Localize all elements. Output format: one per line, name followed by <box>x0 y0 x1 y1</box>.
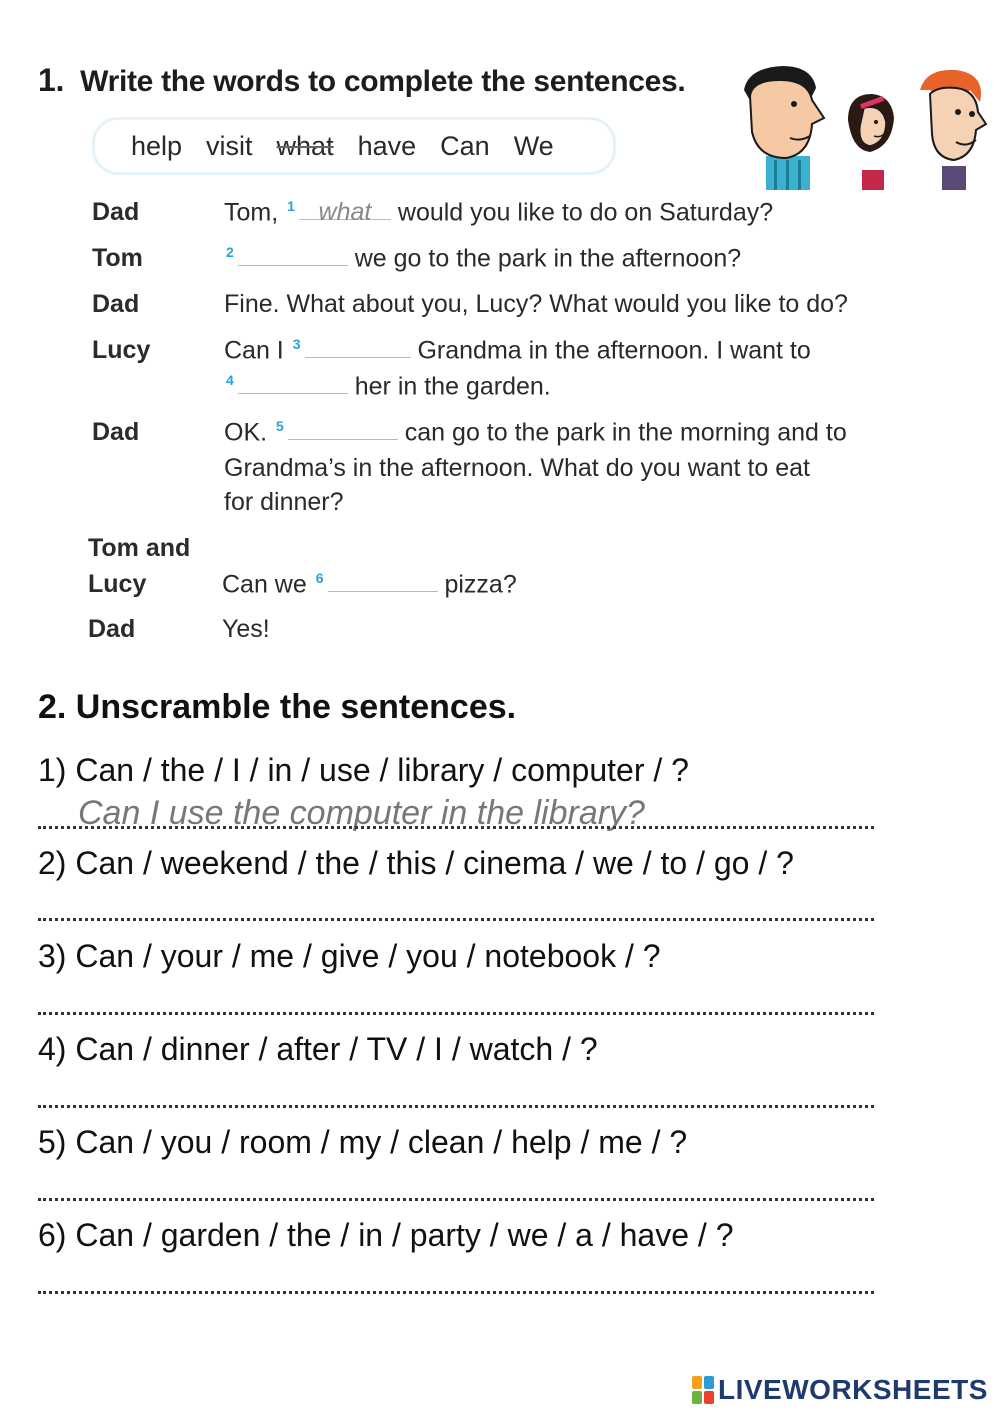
speaker-tom: Tom <box>92 244 143 272</box>
answer-line-4 <box>38 1105 874 1108</box>
boy-illustration <box>920 70 986 190</box>
liveworksheets-mark-icon <box>692 1376 714 1404</box>
scrambled-sentence-4: 4) Can / dinner / after / TV / I / watch / ? <box>38 1031 598 1067</box>
exercise-2-heading: 2. Unscramble the sentences. <box>38 688 517 726</box>
line-text: we go to the park in the afternoon? <box>354 244 742 273</box>
characters-illustration <box>730 60 990 190</box>
blank-number: 6 <box>315 570 324 586</box>
answer-blank-1[interactable]: what <box>299 198 391 220</box>
dialogue-line-3: Fine. What about you, Lucy? What would you like to do? <box>224 290 848 318</box>
logo-text: LIVEWORKSHEETS <box>718 1374 988 1405</box>
line-text: Can we <box>222 570 307 599</box>
scrambled-sentence-5: 5) Can / you / room / my / clean / help / me / ? <box>38 1124 688 1160</box>
scrambled-sentence-2: 2) Can / weekend / the / this / cinema / we / to / go / ? <box>38 845 794 881</box>
speaker-lucy: Lucy <box>92 336 151 364</box>
answer-line-2 <box>38 918 874 921</box>
dialogue-line-6 <box>222 570 517 599</box>
answer-line-3 <box>38 1012 874 1015</box>
answer-blank-3[interactable] <box>305 336 411 358</box>
word-bank-item: have <box>357 130 417 161</box>
line-text: pizza? <box>444 570 517 599</box>
exercise-1-instruction: Write the words to complete the sentences. <box>80 65 686 98</box>
blank-number: 5 <box>276 418 284 434</box>
speaker-dad: Dad <box>92 198 140 226</box>
logo-square <box>692 1391 702 1404</box>
speaker-dad: Dad <box>88 615 136 643</box>
line-text: Grandma in the afternoon. I want to <box>417 336 811 365</box>
answer-blank-2[interactable] <box>238 244 348 266</box>
speaker-dad: Dad <box>92 290 140 318</box>
dialogue-line-4 <box>224 336 811 365</box>
dialogue-line-2 <box>224 244 741 273</box>
dialogue-line-5b: Grandma’s in the afternoon. What do you want to eat <box>224 454 810 482</box>
answer-line-5 <box>38 1198 874 1201</box>
dialogue-line-4b <box>224 372 551 401</box>
line-text: would you like to do on Saturday? <box>397 198 774 227</box>
scrambled-sentence-1: 1) Can / the / I / in / use / library / computer / ? <box>38 752 689 788</box>
answer-line-6 <box>38 1291 874 1294</box>
word-bank-item: We <box>513 130 554 161</box>
liveworksheets-logo <box>692 1374 988 1406</box>
dialogue-line-1 <box>224 198 773 227</box>
answer-blank-6[interactable] <box>328 570 438 592</box>
line-text: OK. <box>224 418 268 447</box>
exercise-1-heading <box>38 62 685 99</box>
line-text: Can I <box>224 336 284 365</box>
blank-number: 3 <box>292 336 301 352</box>
answer-blank-5[interactable] <box>288 418 398 440</box>
dialogue-line-7: Yes! <box>222 615 270 643</box>
line-text: Tom, <box>224 198 279 227</box>
scrambled-sentence-6: 6) Can / garden / the / in / party / we / a / have / ? <box>38 1217 734 1253</box>
scrambled-sentence-3: 3) Can / your / me / give / you / notebook / ? <box>38 938 661 974</box>
word-bank <box>92 117 616 175</box>
dialogue-line-5c: for dinner? <box>224 488 344 516</box>
answer-blank-4[interactable] <box>238 372 348 394</box>
blank-number: 4 <box>226 372 234 388</box>
word-bank-item: visit <box>206 130 253 161</box>
blank-number: 2 <box>226 244 234 260</box>
answer-field-1[interactable]: Can I use the computer in the library? <box>78 794 645 832</box>
dialogue-line-5 <box>224 418 847 447</box>
answer-line-1 <box>38 826 874 829</box>
dad-illustration <box>744 66 824 190</box>
logo-square <box>704 1376 714 1389</box>
line-text: can go to the park in the morning and to <box>404 418 847 447</box>
word-bank-item: Can <box>440 130 490 161</box>
line-text: her in the garden. <box>354 372 551 401</box>
blank-number: 1 <box>287 198 295 214</box>
girl-illustration <box>848 94 894 190</box>
exercise-1-number: 1. <box>38 62 65 98</box>
speaker-tom-and: Tom and <box>88 534 191 562</box>
word-bank-item-used: what <box>276 130 334 161</box>
logo-square <box>692 1376 702 1389</box>
speaker-lucy: Lucy <box>88 570 147 598</box>
speaker-dad: Dad <box>92 418 140 446</box>
logo-square <box>704 1391 714 1404</box>
word-bank-item: help <box>131 130 183 161</box>
